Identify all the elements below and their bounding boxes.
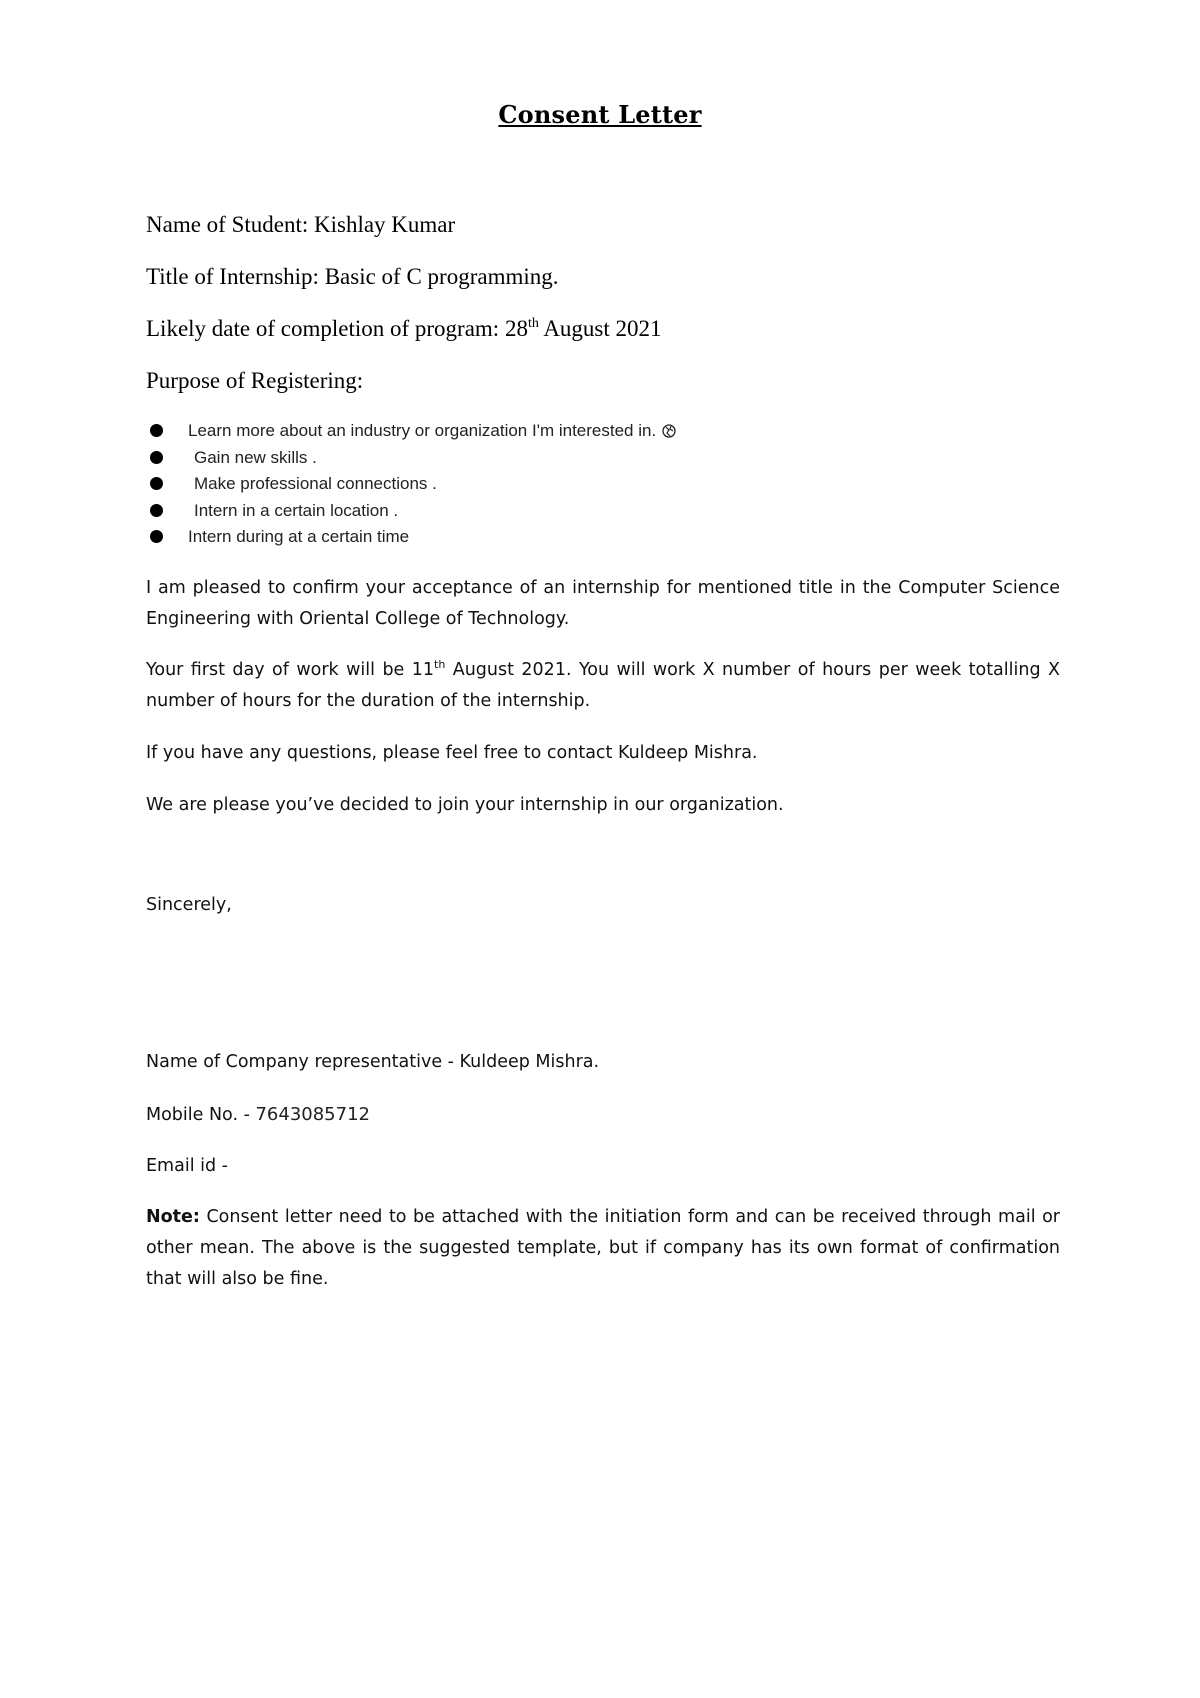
- list-item-text: Intern in a certain location .: [194, 500, 399, 520]
- bullet-dot-icon: [150, 530, 163, 543]
- first-day-prefix: Your first day of work will be 11: [146, 660, 435, 680]
- mobile-number: 7643085712: [255, 1104, 370, 1125]
- note-paragraph: [146, 1202, 1060, 1295]
- first-day-suffix: August 2021. You will work X number of hours per week totalling X number of hours for the duration of the internship.: [146, 660, 1060, 711]
- bullet-dot-icon: [150, 451, 163, 464]
- student-name-line: [146, 212, 455, 238]
- first-day-paragraph: [146, 655, 1060, 717]
- completion-date-sup: th: [527, 316, 539, 331]
- student-name-label: Name of Student:: [146, 212, 314, 237]
- internship-title-line: [146, 264, 558, 290]
- list-item-text: Make professional connections .: [194, 474, 437, 493]
- student-name-value: Kishlay Kumar: [314, 212, 456, 237]
- closing-text: Sincerely,: [146, 895, 232, 915]
- bullet-dot-icon: [150, 424, 163, 437]
- list-item-text: [188, 418, 676, 444]
- first-day-sup: th: [434, 658, 446, 671]
- globe-icon: [662, 424, 676, 438]
- page-title: Consent Letter: [498, 100, 702, 129]
- completion-date-prefix: Likely date of completion of program: 28: [146, 316, 528, 341]
- mobile-label: Mobile No. -: [146, 1105, 256, 1125]
- completion-date-line: [146, 316, 662, 342]
- purpose-label: Purpose of Registering:: [146, 368, 364, 393]
- list-item-text: Intern during at a certain time: [188, 527, 410, 546]
- mobile-line: [146, 1104, 370, 1125]
- completion-date-suffix: August 2021: [538, 316, 662, 341]
- note-label: Note:: [146, 1207, 200, 1227]
- bullet-dot-icon: [150, 504, 163, 517]
- representative-line: Name of Company representative - Kuldeep Mishra.: [146, 1052, 600, 1072]
- acceptance-paragraph: I am pleased to confirm your acceptance of an internship for mentioned title in the Computer Science Engineering with Oriental College of Technology.: [146, 578, 1060, 629]
- internship-title-label: Title of Internship:: [146, 264, 325, 289]
- bullet-dot-icon: [150, 477, 163, 490]
- list-item-text: Gain new skills .: [194, 447, 317, 467]
- note-text: Consent letter need to be attached with the initiation form and can be received through mail or other mean. The above is the suggested template, but if company has its own format of confirmation that will also be fine.: [146, 1207, 1060, 1289]
- questions-paragraph: If you have any questions, please feel free to contact Kuldeep Mishra.: [146, 743, 758, 763]
- purpose-text: Learn more about an industry or organization I'm interested in.: [188, 421, 657, 440]
- email-line: Email id -: [146, 1156, 228, 1176]
- welcome-paragraph: We are please you’ve decided to join your internship in our organization.: [146, 795, 784, 815]
- internship-title-value: Basic of C programming.: [324, 264, 559, 289]
